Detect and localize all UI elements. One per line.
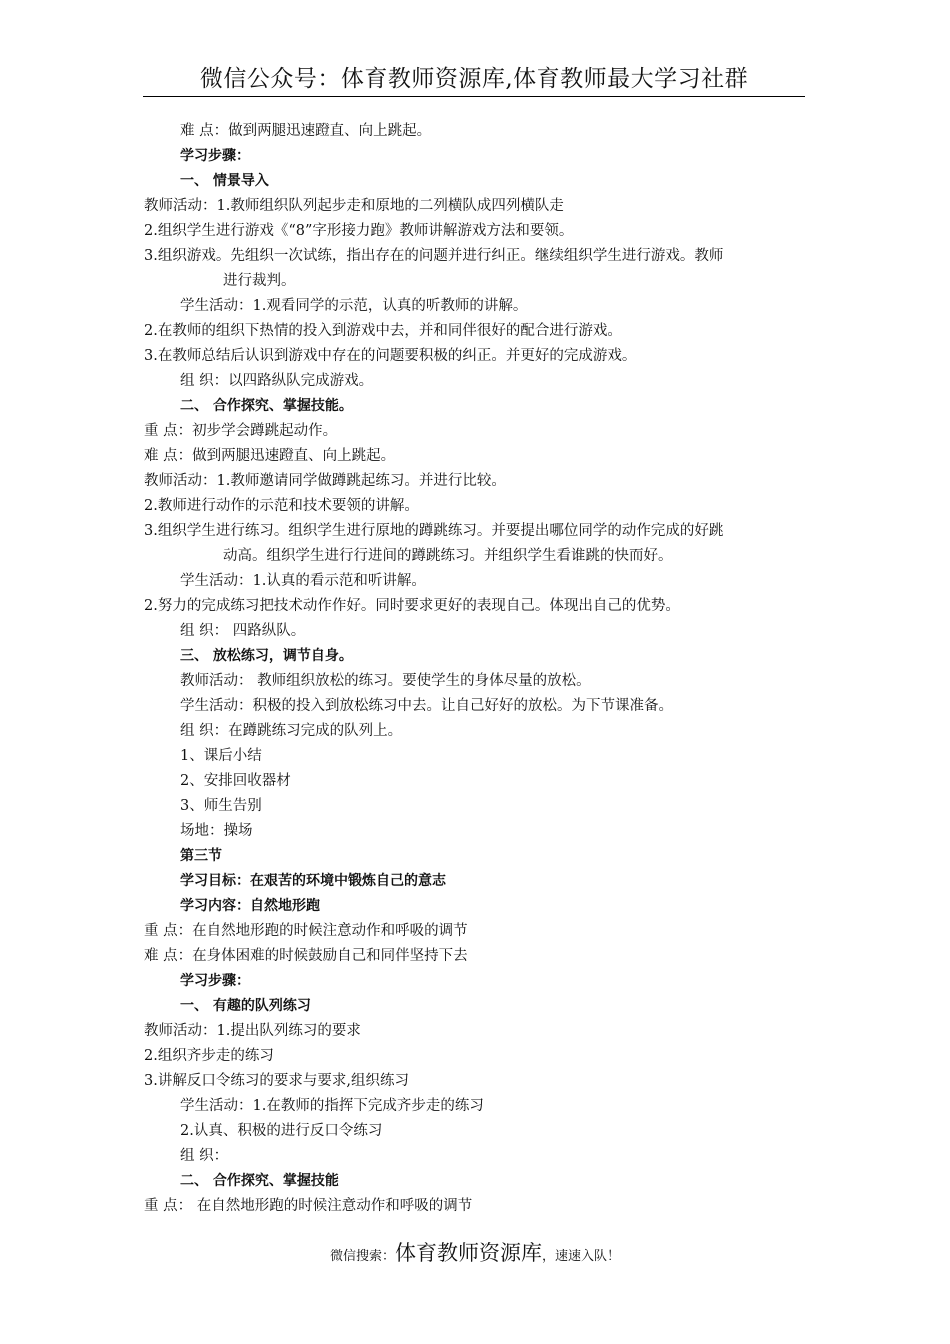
text-line: 3.讲解反口令练习的要求与要求,组织练习 (144, 1073, 409, 1089)
text-line: 学生活动：1.在教师的指挥下完成齐步走的练习 (180, 1098, 484, 1114)
page-footer (0, 1237, 950, 1267)
section-heading: 学习内容：自然地形跑 (180, 898, 320, 914)
text-line: 2.努力的完成练习把技术动作作好。同时要求更好的表现自己。体现出自己的优势。 (144, 598, 680, 614)
text-line: 2.组织学生进行游戏《“8”字形接力跑》教师讲解游戏方法和要领。 (144, 223, 574, 239)
text-line: 3、师生告别 (180, 798, 262, 814)
section-heading: 二、 合作探究、掌握技能。 (180, 398, 353, 414)
text-line: 学生活动：1.观看同学的示范，认真的听教师的讲解。 (180, 298, 528, 314)
section-heading: 二、 合作探究、掌握技能 (180, 1173, 339, 1189)
text-line: 难 点：做到两腿迅速蹬直、向上跳起。 (180, 123, 432, 139)
text-line: 学生活动：1.认真的看示范和听讲解。 (180, 573, 426, 589)
section-heading: 一、 情景导入 (180, 173, 269, 189)
text-line: 教师活动：1.教师邀请同学做蹲跳起练习。并进行比较。 (144, 473, 506, 489)
section-heading: 第三节 (180, 848, 222, 864)
text-line: 教师活动：1.提出队列练习的要求 (144, 1023, 361, 1039)
text-line: 难 点：在身体困难的时候鼓励自己和同伴坚持下去 (144, 948, 468, 964)
text-line: 2.认真、积极的进行反口令练习 (180, 1123, 383, 1139)
text-line: 组 织：以四路纵队完成游戏。 (180, 373, 374, 389)
text-line: 3.在教师总结后认识到游戏中存在的问题要积极的纠正。并更好的完成游戏。 (144, 348, 637, 364)
text-line: 动高。组织学生进行行进间的蹲跳练习。并组织学生看谁跳的快而好。 (223, 548, 673, 564)
text-line: 难 点：做到两腿迅速蹬直、向上跳起。 (144, 448, 396, 464)
text-line: 1、课后小结 (180, 748, 262, 764)
text-line: 重 点：在自然地形跑的时候注意动作和呼吸的调节 (144, 923, 468, 939)
section-heading: 学习目标：在艰苦的环境中锻炼自己的意志 (180, 873, 446, 889)
section-heading: 三、 放松练习，调节自身。 (180, 648, 353, 664)
text-line: 3.组织游戏。先组织一次试练，指出存在的问题并进行纠正。继续组织学生进行游戏。教师 (144, 248, 724, 264)
page-header-title: 微信公众号：体育教师资源库,体育教师最大学习社群 (143, 62, 805, 97)
text-line: 组 织： (180, 1148, 229, 1164)
section-heading: 一、 有趣的队列练习 (180, 998, 311, 1014)
text-line: 教师活动：1.教师组织队列起步走和原地的二列横队成四列横队走 (144, 198, 564, 214)
text-line: 组 织：在蹲跳练习完成的队列上。 (180, 723, 403, 739)
text-line: 2.组织齐步走的练习 (144, 1048, 274, 1064)
text-line: 2.在教师的组织下热情的投入到游戏中去，并和同伴很好的配合进行游戏。 (144, 323, 622, 339)
text-line: 组 织： 四路纵队。 (180, 623, 306, 639)
text-line: 学生活动：积极的投入到放松练习中去。让自己好好的放松。为下节课准备。 (180, 698, 673, 714)
text-line: 3.组织学生进行练习。组织学生进行原地的蹲跳练习。并要提出哪位同学的动作完成的好跳 (144, 523, 724, 539)
text-line: 重 点： 在自然地形跑的时候注意动作和呼吸的调节 (144, 1198, 473, 1214)
footer-prefix: 微信搜索： (329, 1249, 395, 1264)
footer-name: 体育教师资源库 (395, 1241, 542, 1265)
text-line: 2、安排回收器材 (180, 773, 291, 789)
section-heading: 学习步骤： (180, 148, 250, 164)
text-line: 场地：操场 (180, 823, 253, 839)
text-line: 进行裁判。 (223, 273, 296, 289)
text-line: 2.教师进行动作的示范和技术要领的讲解。 (144, 498, 419, 514)
text-line: 重 点：初步学会蹲跳起动作。 (144, 423, 338, 439)
section-heading: 学习步骤： (180, 973, 250, 989)
footer-suffix: ，速速入队！ (542, 1249, 621, 1264)
text-line: 教师活动： 教师组织放松的练习。要使学生的身体尽量的放松。 (180, 673, 591, 689)
